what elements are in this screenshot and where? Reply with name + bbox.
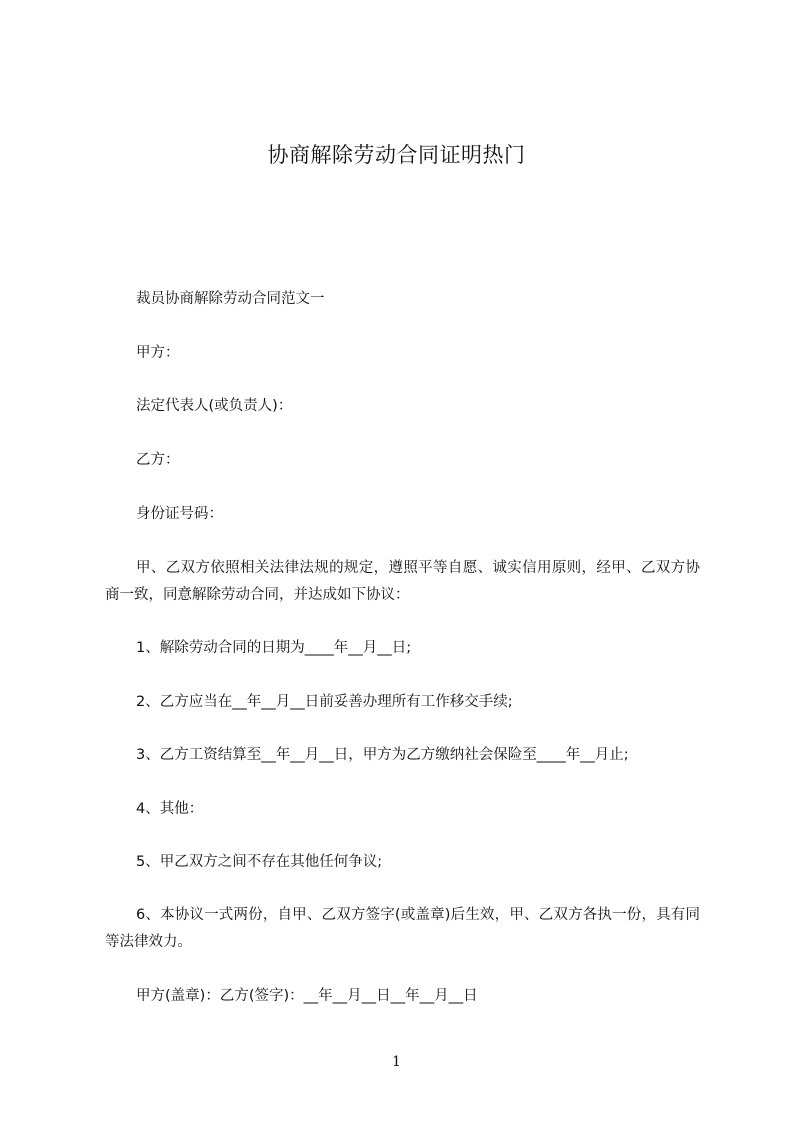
page-number: 1 xyxy=(392,1054,401,1070)
paragraph-party-a: 甲方： xyxy=(136,345,180,361)
paragraph-heading-sample: 裁员协商解除劳动合同范文一 xyxy=(136,291,325,307)
paragraph-agreement-intro: 甲、乙双方依照相关法律法规的规定，遵照平等自愿、诚实信用原则，经甲、乙双方协商一致，同意解除劳动合同，并达成如下协议： xyxy=(105,560,700,603)
paragraph-party-b: 乙方： xyxy=(136,452,180,468)
paragraph-clause-4: 4、其他： xyxy=(136,801,204,817)
paragraph-clause-1: 1、解除劳动合同的日期为____年__月__日; xyxy=(136,640,412,656)
paragraph-clause-6: 6、本协议一式两份，自甲、乙双方签字(或盖章)后生效，甲、乙双方各执一份，具有同等法律效力。 xyxy=(105,907,700,950)
document-title: 协商解除劳动合同证明热门 xyxy=(267,143,526,167)
paragraph-clause-2: 2、乙方应当在__年__月__日前妥善办理所有工作移交手续; xyxy=(136,694,513,710)
paragraph-signature-line: 甲方(盖章)：乙方(签字)：__年__月__日__年__月__日 xyxy=(136,988,478,1004)
paragraph-clause-5: 5、甲乙双方之间不存在其他任何争议; xyxy=(136,854,383,870)
paragraph-clause-3: 3、乙方工资结算至__年__月__日，甲方为乙方缴纳社会保险至____年__月止; xyxy=(136,747,629,763)
paragraph-id-number: 身份证号码： xyxy=(136,506,223,522)
paragraph-legal-representative: 法定代表人(或负责人)： xyxy=(136,398,293,414)
